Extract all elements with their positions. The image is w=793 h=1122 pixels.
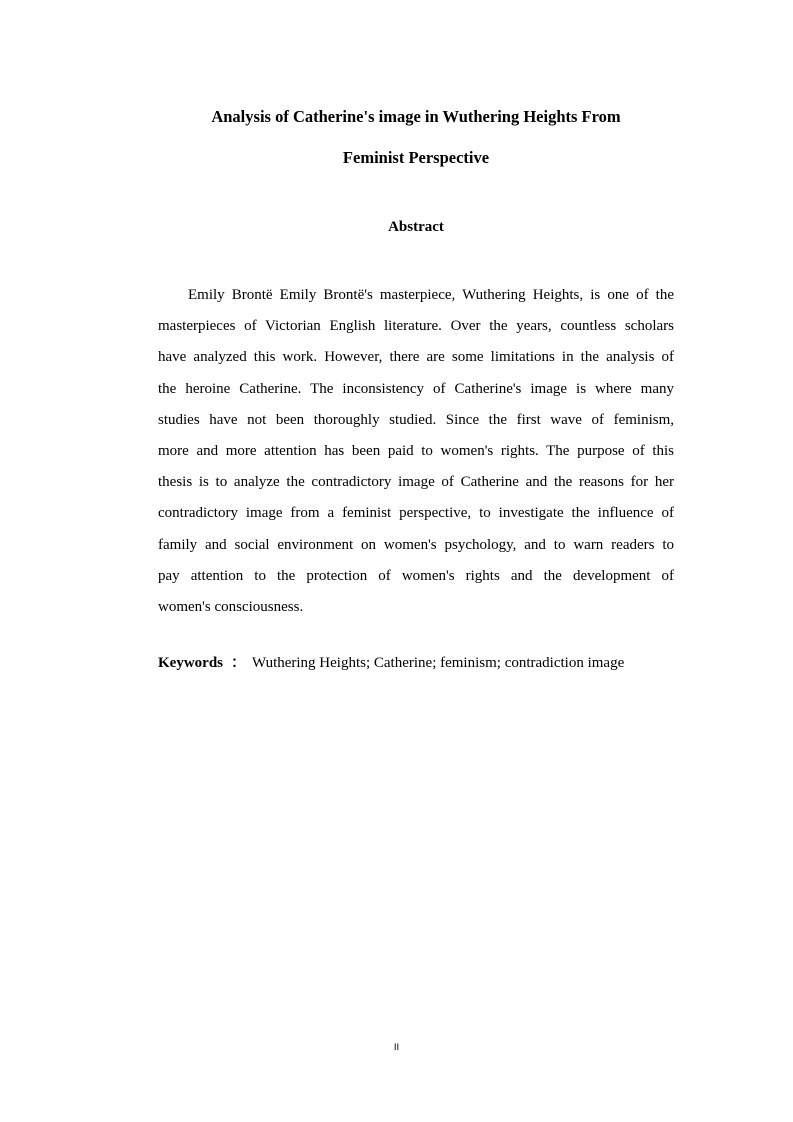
abstract-line-9: family and social environment on women's psychology, and to warn readers to <box>158 536 674 553</box>
abstract-line-2: masterpieces of Victorian English literature. Over the years, countless scholars <box>158 318 674 335</box>
abstract-line-5: studies have not been thoroughly studied. Since the first wave of feminism, <box>158 411 674 428</box>
abstract-line-11: women's consciousness. <box>158 598 304 615</box>
title-line-2: Feminist Perspective <box>342 148 490 167</box>
keywords-line <box>158 653 674 673</box>
abstract-line-4: the heroine Catherine. The inconsistency of Catherine's image is where many <box>158 380 674 397</box>
keywords-value: Wuthering Heights; Catherine; feminism; contradiction image <box>252 655 625 671</box>
abstract-line-3: have analyzed this work. However, there are some limitations in the analysis of <box>158 349 674 366</box>
abstract-heading: Abstract <box>388 219 444 235</box>
page-number: II <box>393 1043 400 1053</box>
abstract-line-10: pay attention to the protection of women's rights and the development of <box>158 567 674 584</box>
keywords-label: Keywords <box>158 655 223 671</box>
keywords-colon: ： <box>231 655 247 671</box>
abstract-line-6: more and more attention has been paid to women's rights. The purpose of this <box>158 442 674 459</box>
abstract-line-7: thesis is to analyze the contradictory image of Catherine and the reasons for her <box>158 474 674 491</box>
abstract-body <box>158 280 674 623</box>
title-line-1: Analysis of Catherine's image in Wuthering Heights From <box>211 107 621 126</box>
abstract-line-1: Emily Brontë Emily Brontë's masterpiece, Wuthering Heights, is one of the <box>188 287 674 303</box>
abstract-line-8: contradictory image from a feminist perspective, to investigate the influence of <box>158 505 674 522</box>
